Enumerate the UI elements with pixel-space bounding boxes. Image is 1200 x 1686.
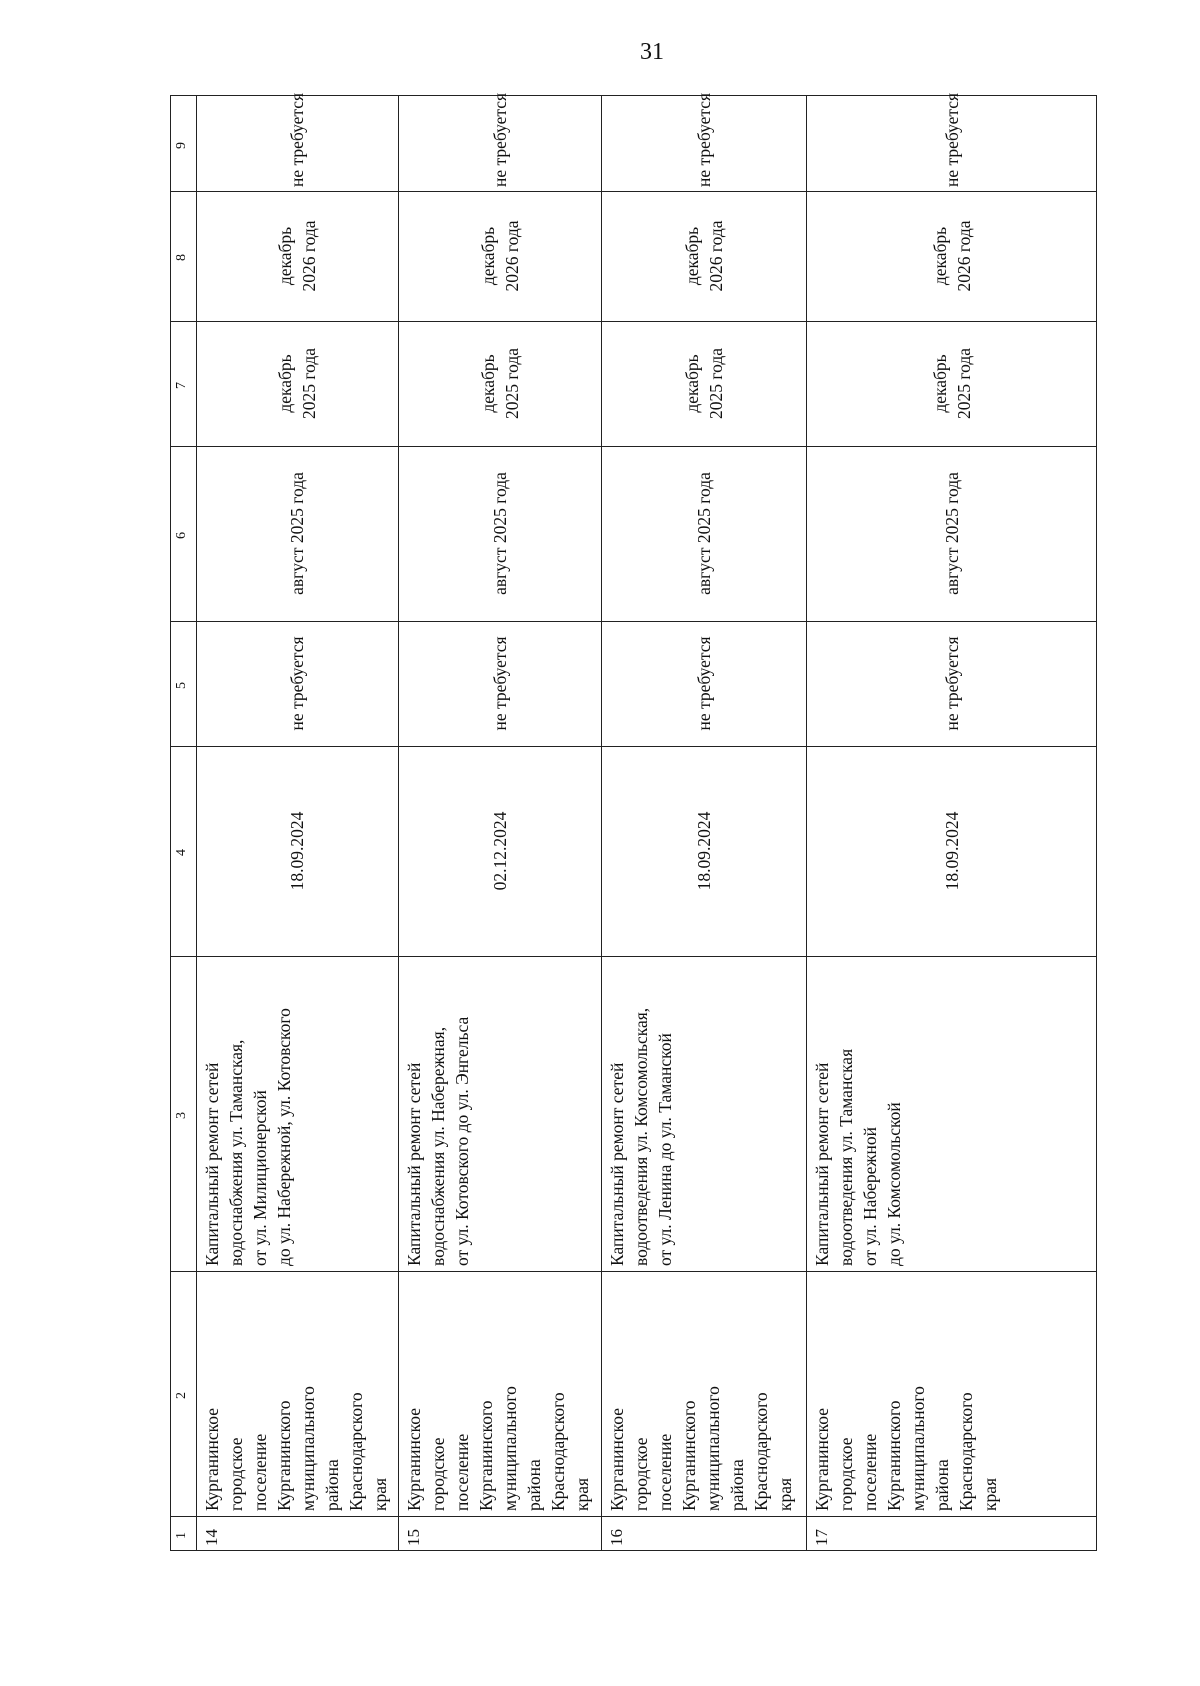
cell-settlement: Курганинское городское поселение Курганинского муниципального района Краснодарского края <box>404 1386 592 1511</box>
cell-date: 02.12.2024 <box>489 811 510 891</box>
cell-object: Капитальный ремонт сетей водоснабжения ул. Таманская, от ул. Милиционерской до ул. Набережной, ул. Котовского <box>202 1008 294 1266</box>
cell-num: 14 <box>202 1529 221 1546</box>
cell-col7: декабрь 2025 года <box>681 347 726 420</box>
cell-num: 17 <box>812 1529 831 1546</box>
cell-col5: не требуется <box>942 636 962 731</box>
cell-object: Капитальный ремонт сетей водоснабжения ул. Набережная, от ул. Котовского до ул. Энгельса <box>404 1016 472 1266</box>
column-header-9: 9 <box>174 141 189 149</box>
cell-col9: не требуется <box>942 92 962 187</box>
page-number: 31 <box>640 39 664 65</box>
cell-settlement: Курганинское городское поселение Курганинского муниципального района Краснодарского края <box>202 1386 390 1511</box>
column-divider <box>171 621 1096 622</box>
cell-date: 18.09.2024 <box>693 811 714 891</box>
cell-col7: декабрь 2025 года <box>930 347 974 420</box>
cell-col8: декабрь 2026 года <box>930 220 974 292</box>
column-header-3: 3 <box>174 1111 189 1119</box>
row-divider <box>398 96 399 1550</box>
cell-col6: август 2025 года <box>693 472 714 595</box>
cell-col5: не требуется <box>489 636 510 731</box>
cell-object: Капитальный ремонт сетей водоотведения ул. Комсомольская, от ул. Ленина до ул. Таманской <box>607 1007 675 1266</box>
column-divider <box>171 746 1096 747</box>
cell-col6: август 2025 года <box>287 472 307 595</box>
cell-col5: не требуется <box>693 636 714 731</box>
row-divider <box>196 96 197 1550</box>
row-divider <box>806 96 807 1550</box>
column-divider <box>171 446 1096 447</box>
column-header-7: 7 <box>174 381 189 389</box>
cell-col5: не требуется <box>287 636 307 731</box>
column-header-2: 2 <box>174 1391 189 1399</box>
column-divider <box>171 321 1096 322</box>
cell-col7: декабрь 2025 года <box>275 347 319 420</box>
row-divider <box>601 96 602 1550</box>
column-divider <box>171 191 1096 192</box>
cell-num: 16 <box>607 1529 626 1546</box>
cell-date: 18.09.2024 <box>942 811 962 891</box>
column-divider <box>171 1271 1096 1272</box>
column-header-4: 4 <box>174 849 189 856</box>
cell-col8: декабрь 2026 года <box>275 220 319 292</box>
cell-settlement: Курганинское городское поселение Курганинского муниципального района Краснодарского края <box>607 1386 795 1511</box>
cell-col7: декабрь 2025 года <box>477 347 522 420</box>
cell-col9: не требуется <box>489 92 510 187</box>
column-divider <box>171 1516 1096 1517</box>
column-header-6: 6 <box>174 531 189 539</box>
cell-col8: декабрь 2026 года <box>681 220 726 292</box>
column-header-1: 1 <box>174 1532 189 1539</box>
cell-object: Капитальный ремонт сетей водоотведения ул. Таманская от ул. Набережной до ул. Комсомольской <box>812 1048 904 1266</box>
cell-date: 18.09.2024 <box>287 811 307 891</box>
column-divider <box>171 956 1096 957</box>
column-header-8: 8 <box>174 254 189 261</box>
cell-col9: не требуется <box>287 92 307 187</box>
column-header-5: 5 <box>174 681 189 689</box>
cell-col6: август 2025 года <box>489 472 510 595</box>
cell-col8: декабрь 2026 года <box>477 220 522 292</box>
data-table <box>170 92 1097 1551</box>
cell-settlement: Курганинское городское поселение Курганинского муниципального района Краснодарского края <box>812 1386 1000 1511</box>
cell-col6: август 2025 года <box>942 472 962 595</box>
cell-num: 15 <box>404 1529 423 1546</box>
cell-col9: не требуется <box>693 92 714 187</box>
